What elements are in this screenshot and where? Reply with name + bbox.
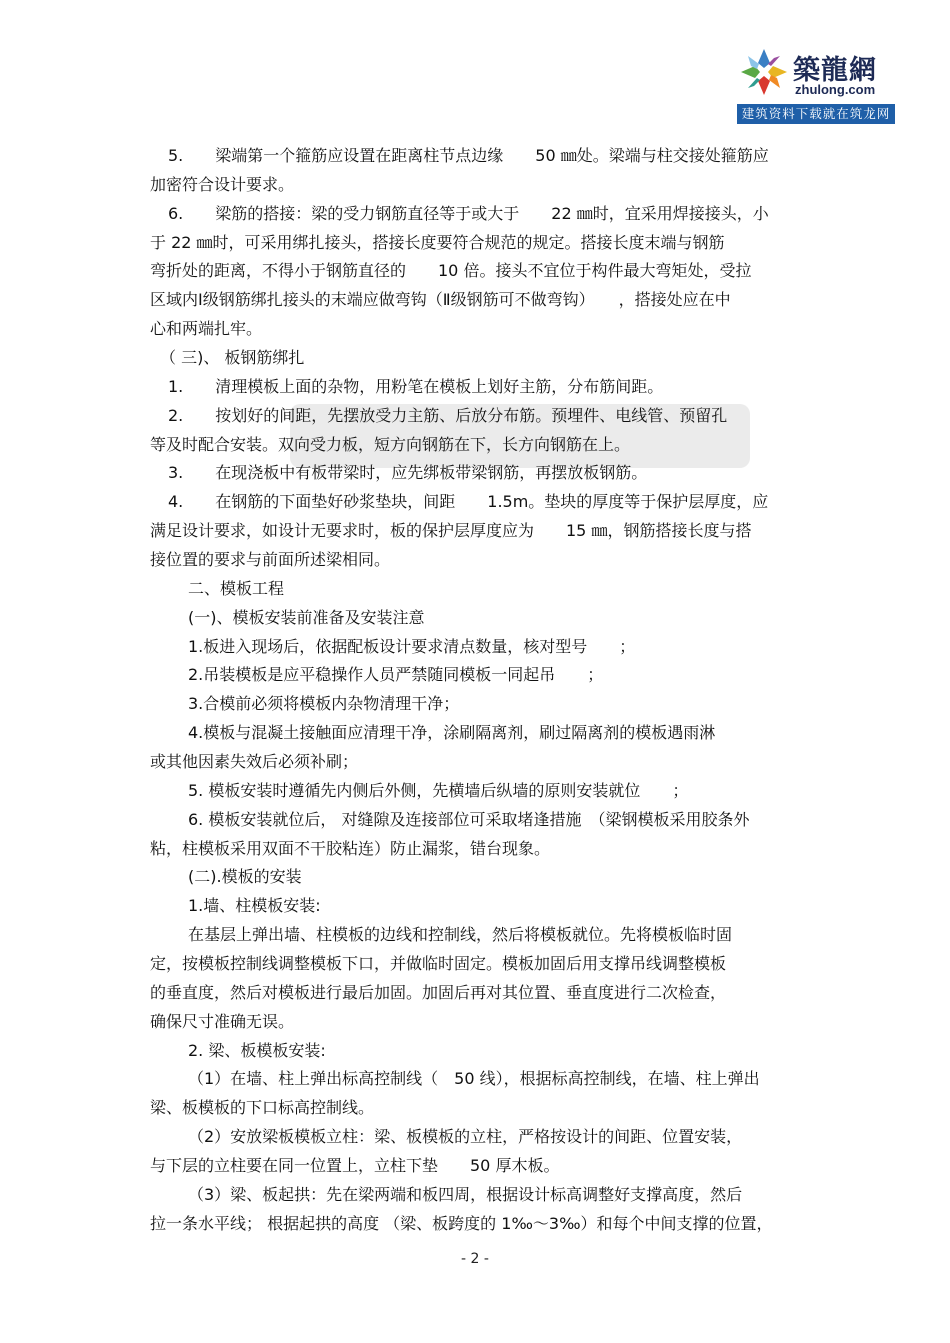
text-line: 5. 梁端第一个箍筋应设置在距离柱节点边缘 50 ㎜处。梁端与柱交接处箍筋应	[168, 146, 769, 165]
text-line: 心和两端扎牢。	[150, 319, 263, 338]
text-line: 定，按模板控制线调整模板下口，并做临时固定。模板加固后用支撑吊线调整模板	[150, 954, 727, 973]
text-line: （3）梁、板起拱：先在梁两端和板四周，根据设计标高调整好支撑高度，然后	[188, 1185, 743, 1204]
section-heading: (二).模板的安装	[188, 867, 302, 886]
text-line: 确保尺寸准确无误。	[150, 1012, 295, 1031]
section-heading: (一)、模板安装前准备及安装注意	[188, 608, 425, 627]
text-line: 6. 梁筋的搭接：梁的受力钢筋直径等于或大于 22 ㎜时，宜采用焊接接头，小	[168, 204, 769, 223]
text-line: 加密符合设计要求。	[150, 175, 295, 194]
text-line: 接位置的要求与前面所述梁相同。	[150, 550, 391, 569]
text-line: 4. 在钢筋的下面垫好砂浆垫块，间距 1.5m。垫块的厚度等于保护层厚度，应	[168, 492, 769, 511]
text-line: 2. 梁、板模板安装:	[188, 1041, 326, 1060]
text-line: 的垂直度，然后对模板进行最后加固。加固后再对其位置、垂直度进行二次检查，	[150, 983, 727, 1002]
text-line: 或其他因素失效后必须补刷；	[150, 752, 359, 771]
text-line: 等及时配合安装。双向受力板，短方向钢筋在下，长方向钢筋在上。	[150, 435, 631, 454]
text-line: 2. 按划好的间距，先摆放受力主筋、后放分布筋。预埋件、电线管、预留孔	[168, 406, 728, 425]
logo-url: zhulong.com	[795, 82, 876, 97]
text-line: 在基层上弹出墙、柱模板的边线和控制线，然后将模板就位。先将模板临时固	[188, 925, 733, 944]
text-line: （2）安放梁板模板立柱：梁、板模板的立柱，严格按设计的间距、位置安装，	[188, 1127, 743, 1146]
text-line: 区域内Ⅰ级钢筋绑扎接头的末端应做弯钩（Ⅱ级钢筋可不做弯钩） ，搭接处应在中	[150, 290, 731, 309]
text-line: 4.模板与混凝土接触面应清理干净，涂刷隔离剂，刷过隔离剂的模板遇雨淋	[188, 723, 716, 742]
text-line: 1.墙、柱模板安装:	[188, 896, 321, 915]
text-line: 1.板进入现场后，依据配板设计要求清点数量，核对型号 ；	[188, 637, 636, 656]
text-line: 1. 清理模板上面的杂物，用粉笔在模板上划好主筋，分布筋间距。	[168, 377, 664, 396]
text-line: 弯折处的距离，不得小于钢筋直径的 10 倍。接头不宜位于构件最大弯矩处，受拉	[150, 261, 752, 280]
text-line: 3.合模前必须将模板内杂物清理干净；	[188, 694, 460, 713]
text-line: 于 22 ㎜时，可采用绑扎接头，搭接长度要符合规范的规定。搭接长度末端与钢筋	[150, 233, 725, 252]
pinwheel-logo-icon	[739, 46, 789, 98]
section-heading: （ 三)、 板钢筋绑扎	[160, 348, 305, 367]
logo-slogan: 建筑资料下载就在筑龙网	[737, 104, 895, 124]
page-number: - 2 -	[461, 1251, 489, 1267]
text-line: 6. 模板安装就位后， 对缝隙及连接部位可采取堵逢措施 （梁钢模板采用胶条外	[188, 810, 750, 829]
text-line: 满足设计要求，如设计无要求时，板的保护层厚度应为 15 ㎜，钢筋搭接长度与搭	[150, 521, 752, 540]
text-line: 梁、板模板的下口标高控制线。	[150, 1098, 375, 1117]
text-line: 3. 在现浇板中有板带梁时，应先绑板带梁钢筋，再摆放板钢筋。	[168, 463, 648, 482]
zhulong-logo	[737, 44, 895, 124]
logo-name: 築龍網	[793, 55, 877, 86]
text-line: 5. 模板安装时遵循先内侧后外侧，先横墙后纵墙的原则安装就位 ；	[188, 781, 689, 800]
section-heading: 二、模板工程	[188, 579, 285, 598]
text-line: 拉一条水平线； 根据起拱的高度 （梁、板跨度的 1‰～3‰）和每个中间支撑的位置，	[150, 1214, 773, 1233]
text-line: 与下层的立柱要在同一位置上，立柱下垫 50 厚木板。	[150, 1156, 560, 1175]
text-line: 2.吊装模板是应平稳操作人员严禁随同模板一同起吊 ；	[188, 665, 604, 684]
text-line: （1）在墙、柱上弹出标高控制线（ 50 线），根据标高控制线，在墙、柱上弹出	[188, 1069, 760, 1088]
text-line: 粘，柱模板采用双面不干胶粘连）防止漏浆，错台现象。	[150, 839, 551, 858]
